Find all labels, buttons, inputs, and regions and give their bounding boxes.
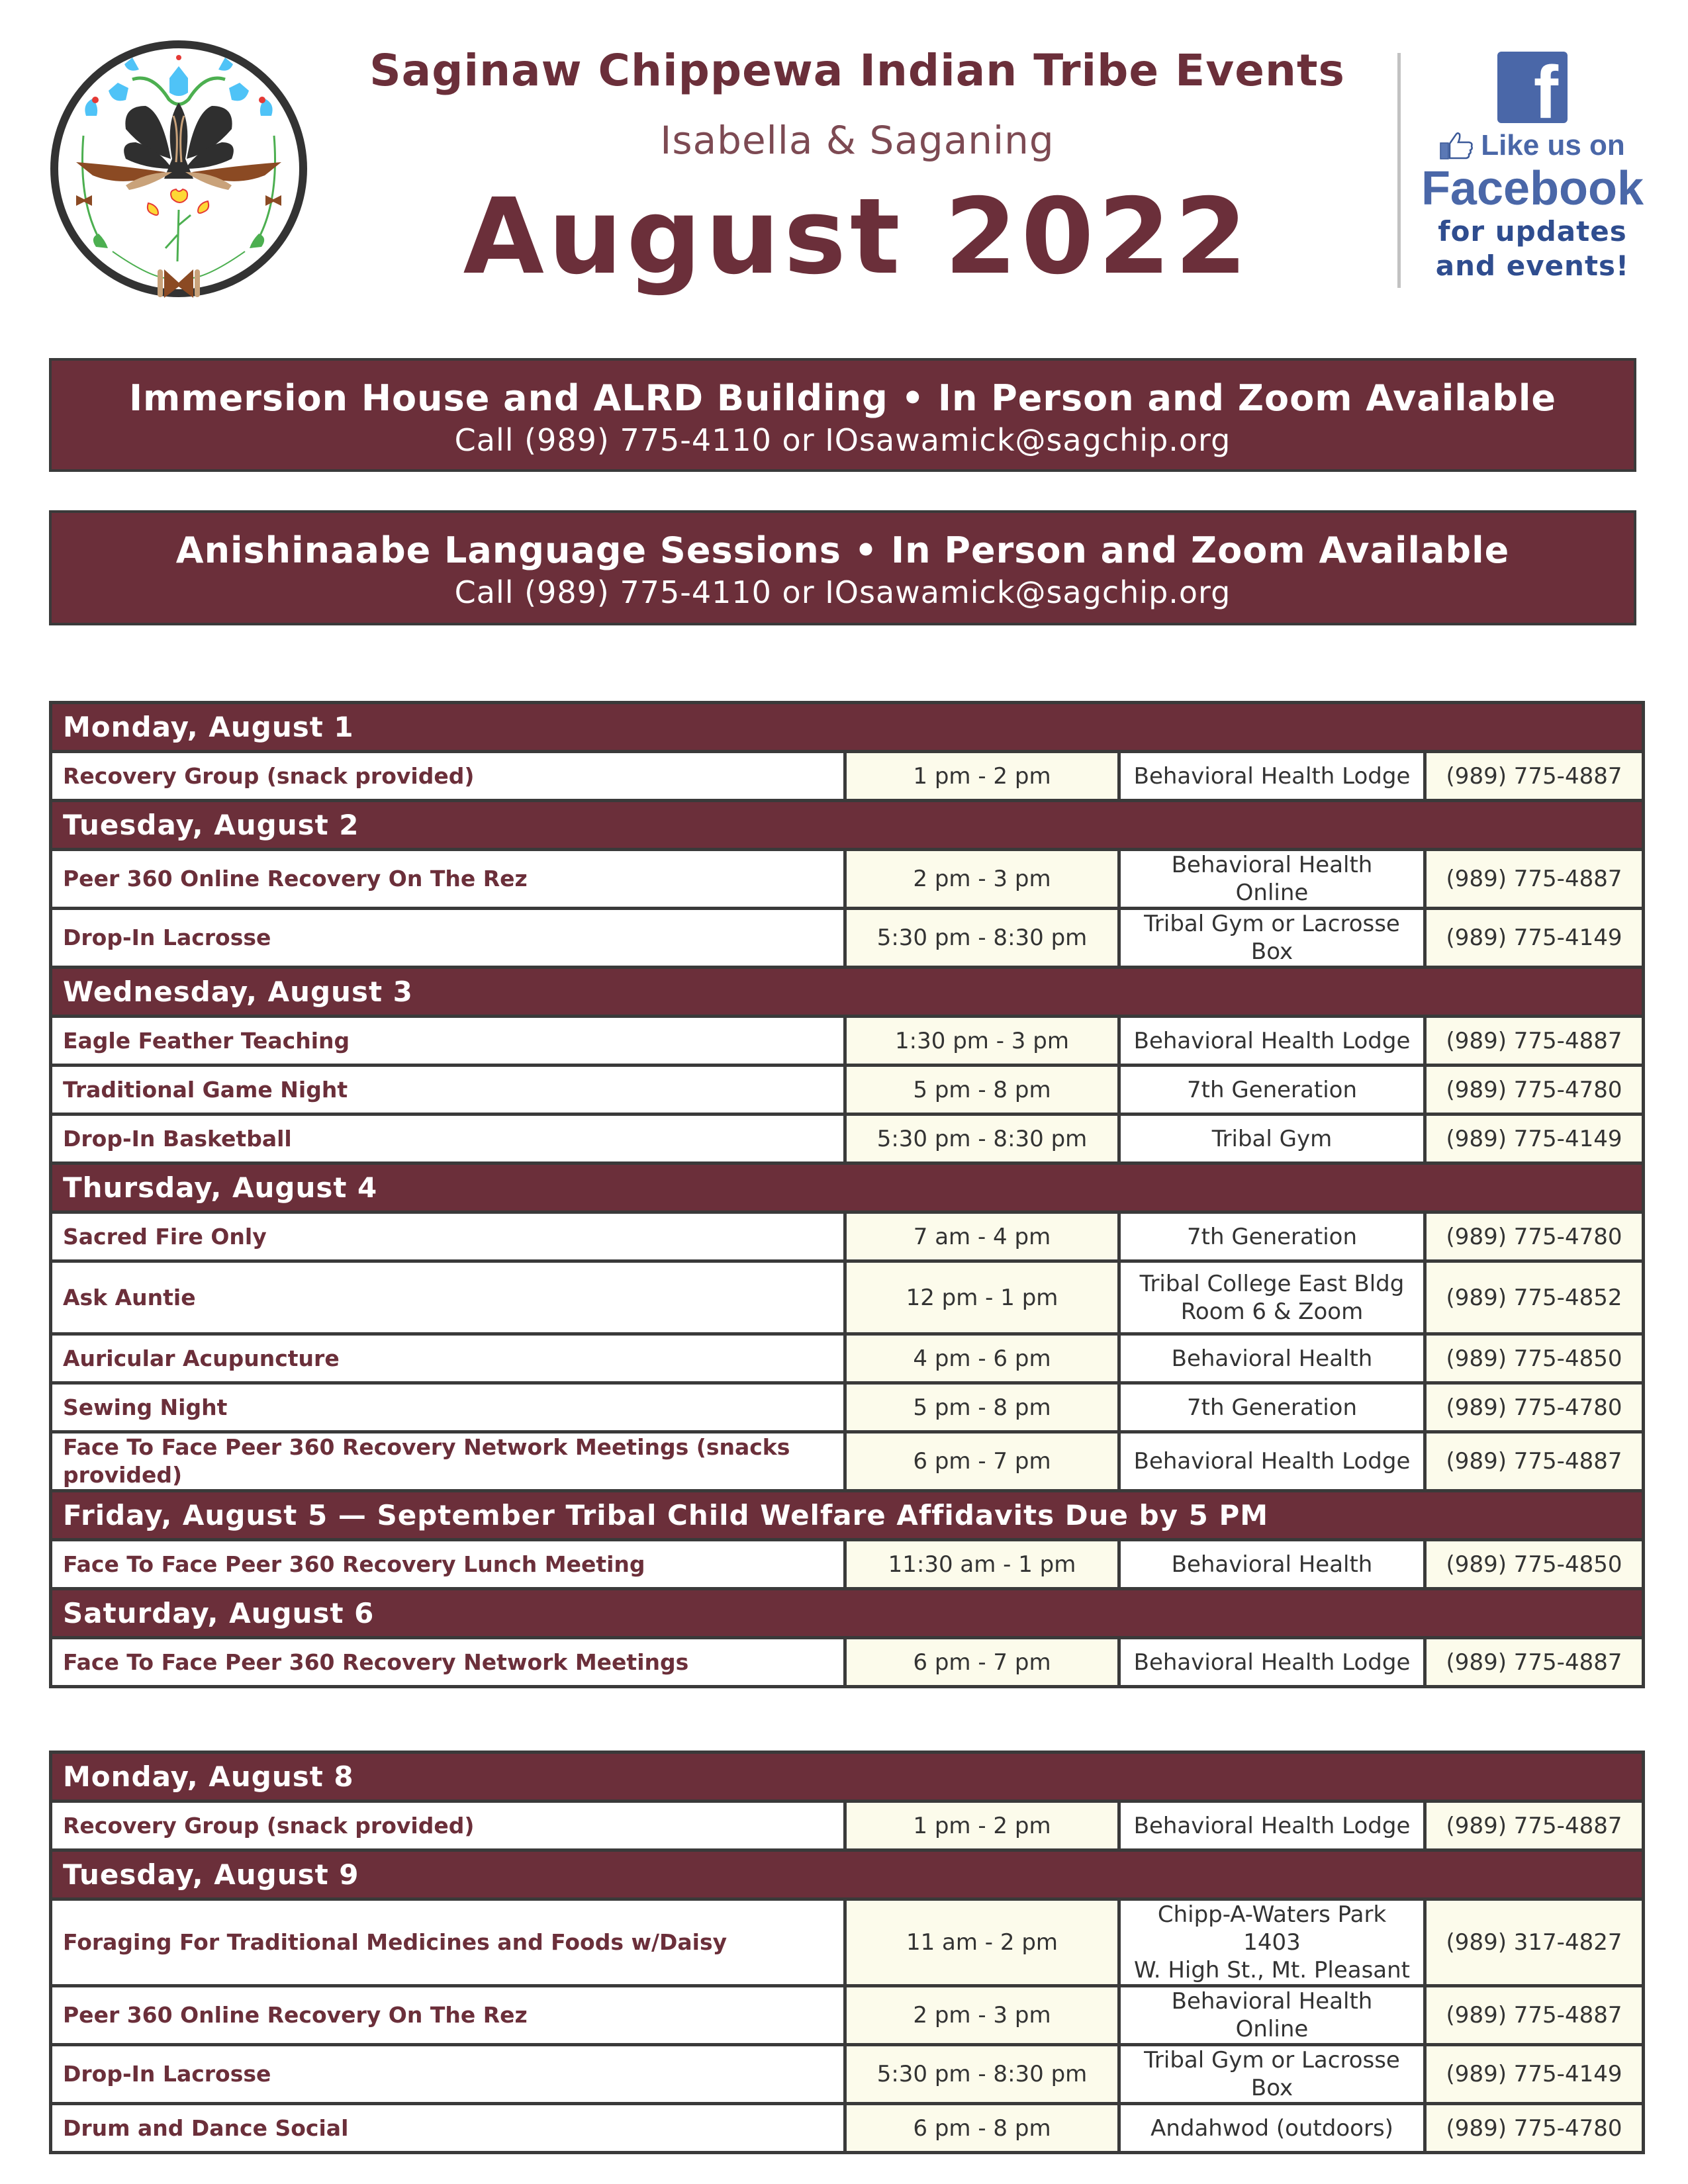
event-phone: (989) 775-4780 <box>1425 2104 1644 2153</box>
event-location: Behavioral Health Online <box>1119 850 1425 909</box>
event-phone: (989) 775-4780 <box>1425 1383 1644 1432</box>
event-row <box>51 1638 1644 1687</box>
event-location: Tribal Gym or Lacrosse Box <box>1119 909 1425 968</box>
event-phone: (989) 775-4887 <box>1425 850 1644 909</box>
event-row <box>51 752 1644 801</box>
event-time: 6 pm - 8 pm <box>845 2104 1119 2153</box>
day-header-row <box>51 1850 1644 1899</box>
event-name: Eagle Feather Teaching <box>51 1017 845 1066</box>
event-time: 1 pm - 2 pm <box>845 1801 1119 1850</box>
event-name: Auricular Acupuncture <box>51 1334 845 1383</box>
event-location: Behavioral Health <box>1119 1540 1425 1589</box>
day-header-row <box>51 968 1644 1017</box>
event-name: Sewing Night <box>51 1383 845 1432</box>
event-name: Drop-In Basketball <box>51 1115 845 1163</box>
event-row <box>51 1261 1644 1334</box>
event-phone: (989) 317-4827 <box>1425 1899 1644 1986</box>
event-location-line: Tribal College East Bldg <box>1139 1270 1405 1297</box>
event-row <box>51 1383 1644 1432</box>
event-location <box>1119 1261 1425 1334</box>
event-name: Ask Auntie <box>51 1261 845 1334</box>
event-time: 6 pm - 7 pm <box>845 1638 1119 1687</box>
event-phone: (989) 775-4887 <box>1425 1801 1644 1850</box>
event-location: Behavioral Health <box>1119 1334 1425 1383</box>
event-row <box>51 1540 1644 1589</box>
event-row <box>51 909 1644 968</box>
event-phone: (989) 775-4887 <box>1425 752 1644 801</box>
day-header: Monday, August 1 <box>51 703 1644 752</box>
event-location: Andahwod (outdoors) <box>1119 2104 1425 2153</box>
event-time: 4 pm - 6 pm <box>845 1334 1119 1383</box>
event-location: Tribal Gym or Lacrosse Box <box>1119 2045 1425 2104</box>
day-header-row <box>51 1589 1644 1638</box>
thumbs-up-icon <box>1440 131 1474 160</box>
event-name: Face To Face Peer 360 Recovery Network Meetings <box>51 1638 845 1687</box>
event-phone: (989) 775-4149 <box>1425 909 1644 968</box>
event-time: 12 pm - 1 pm <box>845 1261 1119 1334</box>
tribal-seal-logo <box>46 36 311 301</box>
event-location: Tribal Gym <box>1119 1115 1425 1163</box>
event-location-line: W. High St., Mt. Pleasant <box>1133 1957 1411 1983</box>
immersion-house-banner <box>49 358 1636 472</box>
event-time: 11:30 am - 1 pm <box>845 1540 1119 1589</box>
event-name: Peer 360 Online Recovery On The Rez <box>51 1986 845 2045</box>
event-time: 11 am - 2 pm <box>845 1899 1119 1986</box>
day-header: Tuesday, August 2 <box>51 801 1644 850</box>
day-header-row <box>51 1752 1644 1801</box>
event-time: 5 pm - 8 pm <box>845 1066 1119 1115</box>
event-row <box>51 2045 1644 2104</box>
event-row <box>51 1986 1644 2045</box>
event-row <box>51 1899 1644 1986</box>
event-location-line: Room 6 & Zoom <box>1180 1298 1364 1325</box>
event-location: 7th Generation <box>1119 1383 1425 1432</box>
banner-contact[interactable]: Call (989) 775-4110 or IOsawamick@sagchip.org <box>454 574 1231 610</box>
event-location: Behavioral Health Lodge <box>1119 1017 1425 1066</box>
facebook-promo[interactable] <box>1410 52 1655 283</box>
page-subtitle: Isabella & Saganing <box>660 118 1055 163</box>
schedule-table-week-1 <box>49 701 1645 1688</box>
event-phone: (989) 775-4887 <box>1425 1017 1644 1066</box>
day-header-row <box>51 703 1644 752</box>
event-name: Face To Face Peer 360 Recovery Lunch Meeting <box>51 1540 845 1589</box>
event-row <box>51 2104 1644 2153</box>
event-time: 5 pm - 8 pm <box>845 1383 1119 1432</box>
event-time: 1:30 pm - 3 pm <box>845 1017 1119 1066</box>
event-name: Traditional Game Night <box>51 1066 845 1115</box>
month-heading: August 2022 <box>463 176 1252 298</box>
event-location: Behavioral Health Lodge <box>1119 752 1425 801</box>
event-row <box>51 1115 1644 1163</box>
event-row <box>51 1066 1644 1115</box>
event-row <box>51 1017 1644 1066</box>
event-name: Recovery Group (snack provided) <box>51 1801 845 1850</box>
event-time: 5:30 pm - 8:30 pm <box>845 1115 1119 1163</box>
day-header-row <box>51 1491 1644 1540</box>
event-time: 7 am - 4 pm <box>845 1212 1119 1261</box>
event-phone: (989) 775-4850 <box>1425 1334 1644 1383</box>
event-time: 2 pm - 3 pm <box>845 1986 1119 2045</box>
event-name: Sacred Fire Only <box>51 1212 845 1261</box>
event-name: Drop-In Lacrosse <box>51 2045 845 2104</box>
facebook-like-line <box>1410 128 1655 163</box>
event-row <box>51 1212 1644 1261</box>
event-phone: (989) 775-4850 <box>1425 1540 1644 1589</box>
event-phone: (989) 775-4780 <box>1425 1212 1644 1261</box>
event-row <box>51 1432 1644 1491</box>
event-time: 1 pm - 2 pm <box>845 752 1119 801</box>
event-phone: (989) 775-4887 <box>1425 1432 1644 1491</box>
event-name: Face To Face Peer 360 Recovery Network Meetings (snacks provided) <box>51 1432 845 1491</box>
event-phone: (989) 775-4852 <box>1425 1261 1644 1334</box>
day-header: Monday, August 8 <box>51 1752 1644 1801</box>
event-location: 7th Generation <box>1119 1212 1425 1261</box>
event-time: 5:30 pm - 8:30 pm <box>845 2045 1119 2104</box>
facebook-like-label: Like us on <box>1481 129 1625 161</box>
event-name: Drum and Dance Social <box>51 2104 845 2153</box>
event-name: Foraging For Traditional Medicines and Foods w/Daisy <box>51 1899 845 1986</box>
banner-title: Immersion House and ALRD Building • In Person and Zoom Available <box>128 377 1557 419</box>
facebook-tagline-1: for updates <box>1438 215 1627 248</box>
day-header: Tuesday, August 9 <box>51 1850 1644 1899</box>
schedule-table-week-2 <box>49 1751 1645 2154</box>
day-header: Friday, August 5 — September Tribal Child Welfare Affidavits Due by 5 PM <box>51 1491 1644 1540</box>
day-header-row <box>51 1163 1644 1212</box>
event-name: Drop-In Lacrosse <box>51 909 845 968</box>
event-name: Peer 360 Online Recovery On The Rez <box>51 850 845 909</box>
event-phone: (989) 775-4887 <box>1425 1986 1644 2045</box>
event-location: Behavioral Health Lodge <box>1119 1801 1425 1850</box>
event-time: 6 pm - 7 pm <box>845 1432 1119 1491</box>
facebook-tagline-2: and events! <box>1435 250 1630 282</box>
event-name: Recovery Group (snack provided) <box>51 752 845 801</box>
event-location: Behavioral Health Lodge <box>1119 1638 1425 1687</box>
day-header-row <box>51 801 1644 850</box>
banner-contact[interactable]: Call (989) 775-4110 or IOsawamick@sagchip.org <box>454 422 1231 458</box>
banner-title: Anishinaabe Language Sessions • In Person and Zoom Available <box>175 529 1510 571</box>
event-row <box>51 1801 1644 1850</box>
language-sessions-banner <box>49 510 1636 625</box>
event-phone: (989) 775-4887 <box>1425 1638 1644 1687</box>
facebook-f-icon[interactable]: f <box>1497 52 1568 123</box>
event-time: 2 pm - 3 pm <box>845 850 1119 909</box>
event-phone: (989) 775-4149 <box>1425 2045 1644 2104</box>
page-title: Saginaw Chippewa Indian Tribe Events <box>369 45 1345 96</box>
event-phone: (989) 775-4780 <box>1425 1066 1644 1115</box>
event-location: 7th Generation <box>1119 1066 1425 1115</box>
header-divider <box>1397 53 1401 288</box>
event-row <box>51 1334 1644 1383</box>
facebook-brand: Facebook <box>1421 162 1644 215</box>
day-header: Thursday, August 4 <box>51 1163 1644 1212</box>
event-location: Behavioral Health Online <box>1119 1986 1425 2045</box>
event-phone: (989) 775-4149 <box>1425 1115 1644 1163</box>
event-location-line: Chipp-A-Waters Park 1403 <box>1157 1901 1387 1956</box>
event-time: 5:30 pm - 8:30 pm <box>845 909 1119 968</box>
event-row <box>51 850 1644 909</box>
day-header: Saturday, August 6 <box>51 1589 1644 1638</box>
event-location: Behavioral Health Lodge <box>1119 1432 1425 1491</box>
day-header: Wednesday, August 3 <box>51 968 1644 1017</box>
event-location <box>1119 1899 1425 1986</box>
